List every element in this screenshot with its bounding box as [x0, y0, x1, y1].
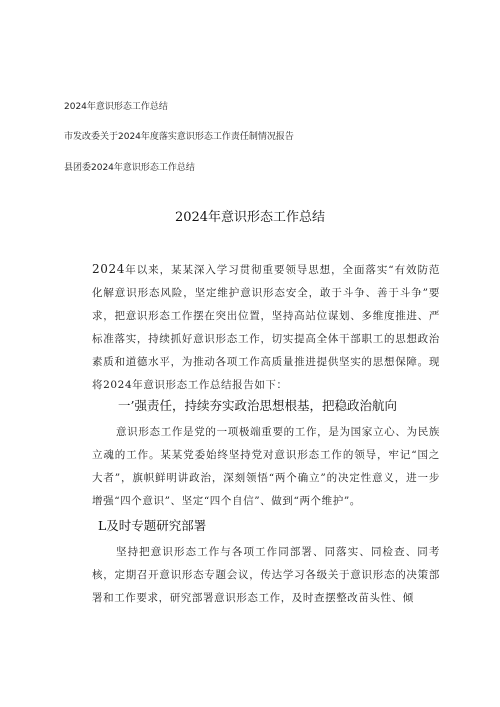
document-title: 2024年意识形态工作总结	[174, 210, 326, 225]
intro-text: 年以来，某某深入学习贯彻重要领导思想，全面落实“有效防范化解意识形态风险，坚定维护意识形态安全，敢于斗争、善于斗争”要求，把意识形态工作摆在突出位置，坚持高站位谋划、多维度推进、严标准落实，持续抓好意识形态工作，切实提高全体干部职工的思想政治素质和道德水平，为推动各项工作高质量推进提供坚实的思想保障。现将2024年意识形态工作总结报告如下：	[92, 264, 440, 391]
section-1-paragraph: 意识形态工作是党的一项极端重要的工作，是为国家立心、为民族立魂的工作。某某党委始终坚持党对意识形态工作的领导，牢记“国之大者”，旗帜鲜明讲政治，深刻领悟“两个确立”的决定性意义，进一步增强“四个意识”、坚定“四个自信”、做到“两个维护”。	[92, 426, 440, 507]
section-heading-1: 一’强责任，持续夯实政治思想根基，把稳政治航向	[118, 398, 397, 413]
toc-link-2[interactable]: 市发改委关于2024年度落实意识形态工作责任制情况报告	[64, 132, 294, 142]
toc-link-3[interactable]: 县团委2024年意识形态工作总结	[64, 163, 195, 173]
toc-link-1[interactable]: 2024年意识形态工作总结	[64, 102, 168, 112]
intro-paragraph	[92, 258, 440, 397]
intro-lead-year: 2024	[92, 262, 125, 276]
subsection-1-paragraph: 坚持把意识形态工作与各项工作同部署、同落实、同检查、同考核，定期召开意识形态专题会议，传达学习各级关于意识形态的决策部署和工作要求，研究部署意识形态工作，及时查摆整改苗头性、倾	[92, 546, 440, 604]
subsection-heading-1: L及时专题研究部署	[98, 518, 207, 533]
